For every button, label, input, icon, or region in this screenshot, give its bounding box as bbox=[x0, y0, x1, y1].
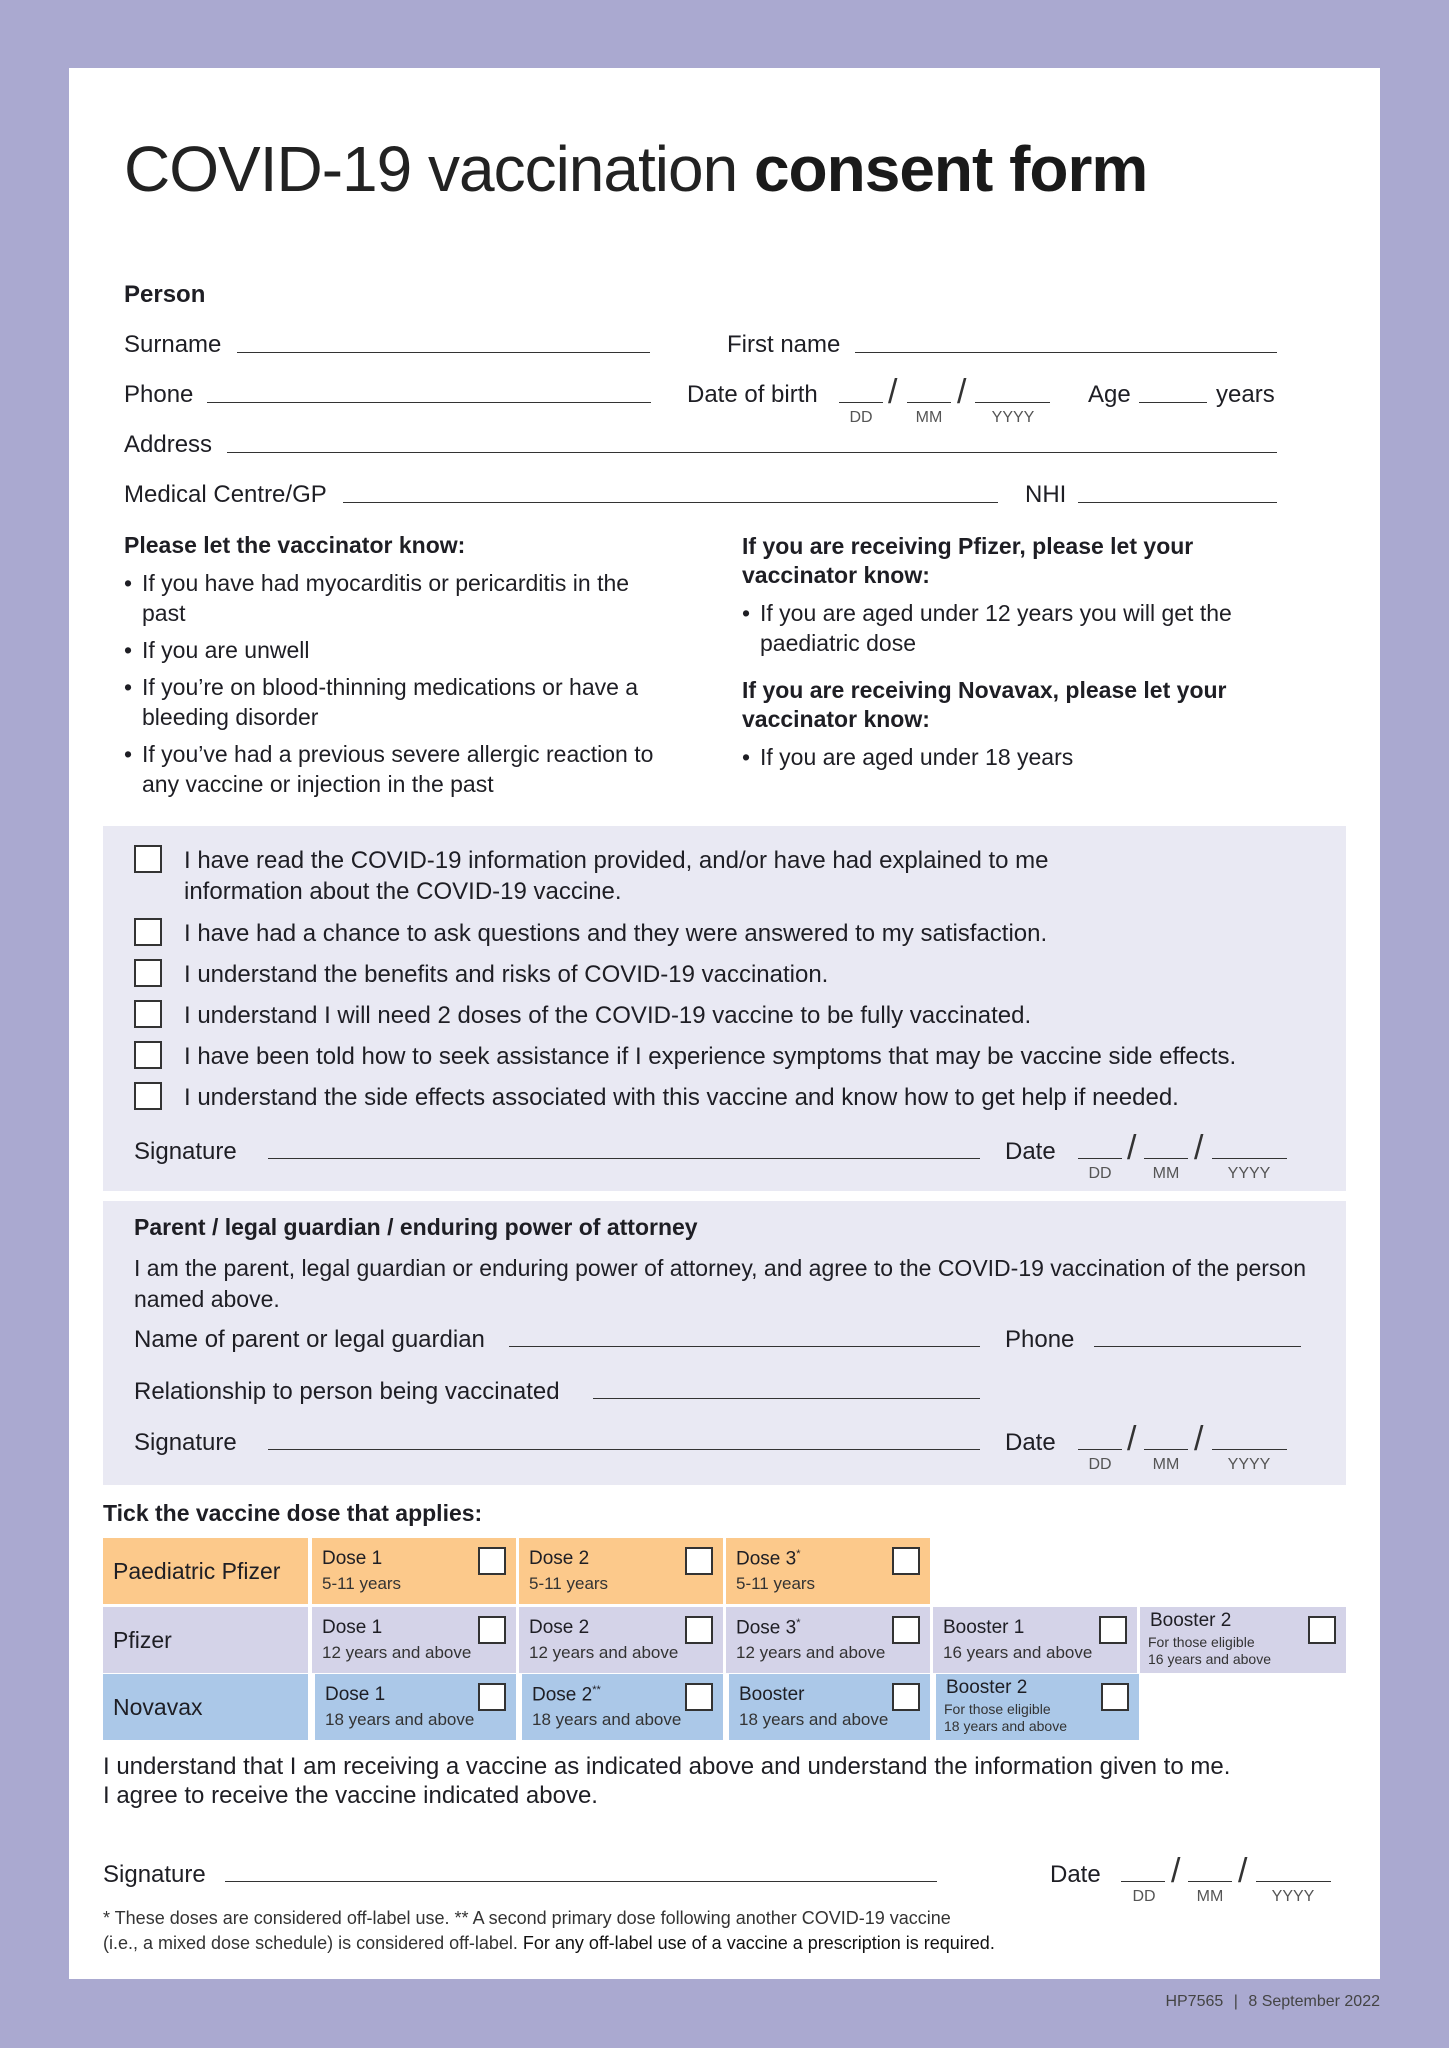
dose-checkbox[interactable] bbox=[892, 1616, 920, 1644]
footer-separator: | bbox=[1233, 1993, 1238, 2010]
row-novavax: Novavax bbox=[103, 1674, 308, 1740]
list-item: • If you are aged under 12 years you will get the paediatric dose bbox=[742, 598, 1262, 658]
guardian-statement: I am the parent, legal guardian or enduring power of attorney, and agree to the COVID-19 vaccination of the person named above. bbox=[134, 1255, 1307, 1312]
footer-reference bbox=[1165, 1993, 1380, 2011]
dose-ages: 18 years and above bbox=[532, 1710, 682, 1729]
consent-date-label: Date bbox=[1005, 1138, 1056, 1165]
nhi-label: NHI bbox=[1025, 481, 1067, 508]
dose-ages: 18 years and above bbox=[739, 1710, 889, 1729]
address-label: Address bbox=[124, 431, 213, 458]
dose-cell-paediatric-1[interactable] bbox=[312, 1538, 516, 1604]
consent-checkbox[interactable] bbox=[134, 959, 162, 987]
dose-ages: 16 years and above bbox=[943, 1643, 1093, 1662]
offlabel-mark: * bbox=[796, 1548, 801, 1560]
dob-yyyy-hint: YYYY bbox=[991, 409, 1035, 426]
dose-checkbox[interactable] bbox=[685, 1683, 713, 1711]
dose-label: Dose 1 bbox=[322, 1617, 383, 1638]
dose-cell-pfizer-3[interactable] bbox=[726, 1607, 930, 1673]
footer-date: 8 September 2022 bbox=[1248, 1993, 1380, 2010]
dob-dd-hint: DD bbox=[849, 409, 873, 426]
row-paediatric-pfizer: Paediatric Pfizer bbox=[103, 1538, 308, 1604]
notice-left-heading: Please let the vaccinator know: bbox=[124, 532, 466, 558]
dose-label: Dose 1 bbox=[322, 1548, 383, 1569]
guardian-date-label: Date bbox=[1005, 1429, 1056, 1456]
dose-checkbox[interactable] bbox=[892, 1547, 920, 1575]
dose-checkbox[interactable] bbox=[685, 1616, 713, 1644]
consent-row bbox=[134, 1041, 1244, 1072]
dob-month-field[interactable] bbox=[907, 402, 951, 403]
footnote-prescription-note: For any off-label use of a vaccine a prescription is required. bbox=[522, 1933, 995, 1953]
dose-label: Dose 3 bbox=[736, 1617, 797, 1639]
consent-checkbox[interactable] bbox=[134, 845, 162, 873]
offlabel-mark: * bbox=[796, 1617, 801, 1629]
consent-row bbox=[134, 845, 1084, 907]
dob-day-field[interactable] bbox=[839, 402, 883, 403]
dose-checkbox[interactable] bbox=[1101, 1683, 1129, 1711]
dob-year-field[interactable] bbox=[975, 402, 1050, 403]
relationship-label: Relationship to person being vaccinated bbox=[134, 1378, 560, 1405]
notice-novavax-list bbox=[742, 742, 1262, 779]
phone-label: Phone bbox=[124, 381, 194, 408]
consent-panel bbox=[103, 826, 1346, 1191]
dose-ages: 18 years and above bbox=[944, 1718, 1067, 1734]
guardian-name-label: Name of parent or legal guardian bbox=[134, 1326, 485, 1353]
dose-checkbox[interactable] bbox=[478, 1547, 506, 1575]
consent-checkbox[interactable] bbox=[134, 1041, 162, 1069]
notice-novavax-heading: If you are receiving Novavax, please let your vaccinator know: bbox=[742, 677, 1227, 732]
medical-centre-label: Medical Centre/GP bbox=[124, 481, 327, 508]
dose-checkbox[interactable] bbox=[1099, 1616, 1127, 1644]
date-mm-hint: MM bbox=[1152, 1456, 1180, 1473]
consent-row bbox=[134, 1082, 1244, 1113]
final-date-month[interactable] bbox=[1188, 1881, 1232, 1882]
medical-centre-field[interactable] bbox=[343, 502, 998, 503]
dose-ages: 12 years and above bbox=[736, 1643, 886, 1662]
title-bold: consent form bbox=[753, 133, 1148, 205]
dose-ages: 5-11 years bbox=[736, 1574, 816, 1593]
consent-checkbox[interactable] bbox=[134, 1082, 162, 1110]
dose-checkbox[interactable] bbox=[892, 1683, 920, 1711]
date-slash: / bbox=[1194, 1129, 1204, 1167]
first-name-field[interactable] bbox=[855, 352, 1277, 353]
dose-checkbox[interactable] bbox=[478, 1616, 506, 1644]
dose-ages: 18 years and above bbox=[325, 1710, 475, 1729]
dose-ages: 12 years and above bbox=[529, 1643, 679, 1662]
date-slash: / bbox=[1238, 1852, 1248, 1890]
dose-label: Dose 3 bbox=[736, 1548, 797, 1570]
dose-checkbox[interactable] bbox=[478, 1683, 506, 1711]
list-item: • If you have had myocarditis or pericarditis in the past bbox=[124, 568, 659, 628]
guardian-signature-field[interactable] bbox=[268, 1449, 980, 1450]
consent-text: I understand the side effects associated with this vaccine and know how to get help if needed. bbox=[184, 1084, 1179, 1111]
final-date-year[interactable] bbox=[1256, 1881, 1331, 1882]
title-light: COVID-19 vaccination bbox=[124, 133, 738, 205]
footnote-line1: * These doses are considered off-label use. ** A second primary dose following another COVID-19 vaccine bbox=[103, 1908, 951, 1928]
consent-date-day[interactable] bbox=[1078, 1158, 1122, 1159]
date-slash: / bbox=[1127, 1129, 1137, 1167]
dose-cell-novavax-booster[interactable] bbox=[729, 1674, 930, 1740]
footnote-line2: (i.e., a mixed dose schedule) is considered off-label. bbox=[103, 1933, 518, 1953]
dose-cell-novavax-booster-2[interactable] bbox=[936, 1674, 1139, 1740]
dose-label: Dose 2 bbox=[529, 1617, 590, 1638]
surname-field[interactable] bbox=[237, 352, 650, 353]
relationship-field[interactable] bbox=[593, 1398, 980, 1399]
footer-code: HP7565 bbox=[1165, 1993, 1224, 2010]
phone-field[interactable] bbox=[207, 402, 651, 403]
guardian-phone-label: Phone bbox=[1005, 1326, 1075, 1353]
dose-label: Dose 2 bbox=[532, 1684, 593, 1706]
address-field[interactable] bbox=[227, 452, 1277, 453]
surname-label: Surname bbox=[124, 331, 222, 358]
consent-date-year[interactable] bbox=[1212, 1158, 1287, 1159]
dob-mm-hint: MM bbox=[915, 409, 943, 426]
guardian-date-day[interactable] bbox=[1078, 1449, 1122, 1450]
dose-label: Booster 2 bbox=[1150, 1610, 1232, 1631]
dose-cell-pfizer-2[interactable] bbox=[519, 1607, 723, 1673]
dose-cell-pfizer-1[interactable] bbox=[312, 1607, 516, 1673]
date-slash: / bbox=[1194, 1420, 1204, 1458]
list-item: • If you’re on blood-thinning medications or have a bleeding disorder bbox=[124, 672, 659, 732]
dose-cell-pfizer-booster-2[interactable] bbox=[1140, 1607, 1346, 1673]
consent-text: I understand the benefits and risks of COVID-19 vaccination. bbox=[184, 961, 829, 988]
guardian-date-month[interactable] bbox=[1144, 1449, 1188, 1450]
dose-cell-novavax-1[interactable] bbox=[315, 1674, 516, 1740]
dose-checkbox[interactable] bbox=[1308, 1616, 1336, 1644]
guardian-date-year[interactable] bbox=[1212, 1449, 1287, 1450]
consent-text: I have read the COVID-19 information provided, and/or have had explained to me information about the COVID-19 vaccine. bbox=[184, 847, 1049, 905]
guardian-phone-field[interactable] bbox=[1094, 1346, 1301, 1347]
dob-slash-1: / bbox=[888, 373, 898, 411]
consent-row bbox=[134, 1000, 1244, 1031]
consent-checkbox[interactable] bbox=[134, 1000, 162, 1028]
date-yyyy-hint: YYYY bbox=[1227, 1456, 1271, 1473]
date-mm-hint: MM bbox=[1196, 1888, 1224, 1905]
guardian-panel bbox=[103, 1201, 1346, 1485]
date-mm-hint: MM bbox=[1152, 1165, 1180, 1182]
dose-cell-novavax-2[interactable] bbox=[522, 1674, 723, 1740]
consent-signature-field[interactable] bbox=[268, 1158, 980, 1159]
consent-signature-label: Signature bbox=[134, 1138, 237, 1165]
first-name-label: First name bbox=[727, 331, 841, 358]
years-label: years bbox=[1216, 381, 1275, 408]
date-slash: / bbox=[1127, 1420, 1137, 1458]
dose-label: Booster bbox=[739, 1684, 805, 1705]
final-date-day[interactable] bbox=[1121, 1881, 1165, 1882]
person-heading: Person bbox=[124, 281, 206, 308]
dose-label: Booster 2 bbox=[946, 1677, 1028, 1698]
dose-label: Booster 1 bbox=[943, 1617, 1025, 1638]
guardian-signature-label: Signature bbox=[134, 1429, 237, 1456]
date-yyyy-hint: YYYY bbox=[1271, 1888, 1315, 1905]
dob-slash-2: / bbox=[957, 373, 967, 411]
footnote bbox=[103, 1906, 1343, 1956]
dose-label: Dose 1 bbox=[325, 1684, 386, 1705]
dose-eligibility: For those eligible bbox=[944, 1701, 1051, 1717]
dose-ages: 16 years and above bbox=[1148, 1651, 1271, 1667]
notice-pfizer-list bbox=[742, 598, 1262, 665]
notice-pfizer-heading: If you are receiving Pfizer, please let your vaccinator know: bbox=[742, 533, 1194, 588]
dose-label: Dose 2 bbox=[529, 1548, 590, 1569]
row-pfizer: Pfizer bbox=[103, 1607, 308, 1673]
page-title bbox=[124, 132, 1147, 206]
notice-left-list bbox=[124, 568, 659, 806]
consent-text: I have had a chance to ask questions and they were answered to my satisfaction. bbox=[184, 920, 1048, 947]
guardian-name-field[interactable] bbox=[509, 1346, 980, 1347]
consent-row bbox=[134, 918, 1244, 949]
consent-text: I have been told how to seek assistance if I experience symptoms that may be vaccine side effects. bbox=[184, 1043, 1237, 1070]
dose-eligibility: For those eligible bbox=[1148, 1634, 1255, 1650]
final-signature-field[interactable] bbox=[225, 1881, 937, 1882]
age-field[interactable] bbox=[1139, 402, 1207, 403]
final-signature-label: Signature bbox=[103, 1861, 206, 1888]
consent-row bbox=[134, 959, 1244, 990]
date-dd-hint: DD bbox=[1088, 1165, 1112, 1182]
dose-cell-paediatric-2[interactable] bbox=[519, 1538, 723, 1604]
consent-date-month[interactable] bbox=[1144, 1158, 1188, 1159]
nhi-field[interactable] bbox=[1078, 502, 1277, 503]
final-statement-line2: I agree to receive the vaccine indicated above. bbox=[103, 1782, 598, 1809]
dose-cell-pfizer-booster-1[interactable] bbox=[933, 1607, 1137, 1673]
list-item: • If you are aged under 18 years bbox=[742, 742, 1262, 772]
dob-label: Date of birth bbox=[687, 381, 818, 408]
consent-checkbox[interactable] bbox=[134, 918, 162, 946]
date-yyyy-hint: YYYY bbox=[1227, 1165, 1271, 1182]
consent-text: I understand I will need 2 doses of the COVID-19 vaccine to be fully vaccinated. bbox=[184, 1002, 1032, 1029]
list-item: • If you’ve had a previous severe allergic reaction to any vaccine or injection in the past bbox=[124, 739, 659, 799]
dose-ages: 5-11 years bbox=[529, 1574, 609, 1593]
date-dd-hint: DD bbox=[1132, 1888, 1156, 1905]
consent-form-page bbox=[69, 68, 1380, 1979]
list-item: • If you are unwell bbox=[124, 635, 659, 665]
dose-checkbox[interactable] bbox=[685, 1547, 713, 1575]
dose-cell-paediatric-3[interactable] bbox=[726, 1538, 930, 1604]
dose-ages: 12 years and above bbox=[322, 1643, 472, 1662]
dose-table-heading: Tick the vaccine dose that applies: bbox=[103, 1500, 483, 1526]
guardian-heading: Parent / legal guardian / enduring power of attorney bbox=[134, 1214, 698, 1240]
age-label: Age bbox=[1088, 381, 1131, 408]
dose-ages: 5-11 years bbox=[322, 1574, 402, 1593]
date-dd-hint: DD bbox=[1088, 1456, 1112, 1473]
date-slash: / bbox=[1171, 1852, 1181, 1890]
final-date-label: Date bbox=[1050, 1861, 1101, 1888]
offlabel-mark: ** bbox=[592, 1684, 601, 1696]
final-statement-line1: I understand that I am receiving a vaccine as indicated above and understand the information given to me. bbox=[103, 1753, 1231, 1780]
